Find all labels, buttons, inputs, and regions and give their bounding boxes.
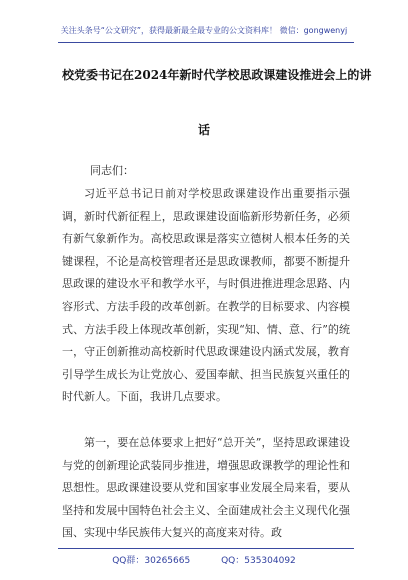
footer-qq-group: QQ群：30265665 [112,556,191,566]
paragraph-1: 习近平总书记日前对学校思政课建设作出重要指示强调，新时代新征程上，思政课建设面临新形势新任务，必须有新气象新作为。高校思政课是落实立德树人根本任务的关键课程，不论是高校管理者还是思政课教师，都要不断提升思政课的建设水平和教学水平，与时俱进推进理念思路、内容形式、方法手段的改革创新。在教学的目标要求、内容模式、方法手段上体现改革创新，实现“知、情、意、行”的统一，守正创新推动高校新时代思政课建设内涵式发展，教育引导学生成长为让党放心、爱国奉献、担当民族复兴重任的时代新人。下面，我讲几点要求。 [62,187,350,404]
greeting: 同志们： [90,164,134,177]
document-title: 校党委书记在2024年新时代学校思政课建设推进会上的讲 [62,68,372,82]
paragraph-2: 第一，要在总体要求上把好“总开关”，坚持思政课建设与党的创新理论武装同步推进，增强思政课教学的理论性和思想性。思政课建设要从党和国家事业发展全局来看，要从坚持和发展中国特色社会主义、全面建成社会主义现代化强国、实现中华民族伟大复兴的高度来对待。政 [62,436,350,540]
header-note: 关注头条号“公文研究”，获得最新最全最专业的公文资料库！ 微信：gongwenyj [60,26,348,35]
footer-divider [58,548,354,549]
footer [0,553,408,566]
header-divider [58,42,354,43]
document-title-continued: 话 [197,123,210,137]
footer-qq: QQ：535304092 [221,556,296,566]
